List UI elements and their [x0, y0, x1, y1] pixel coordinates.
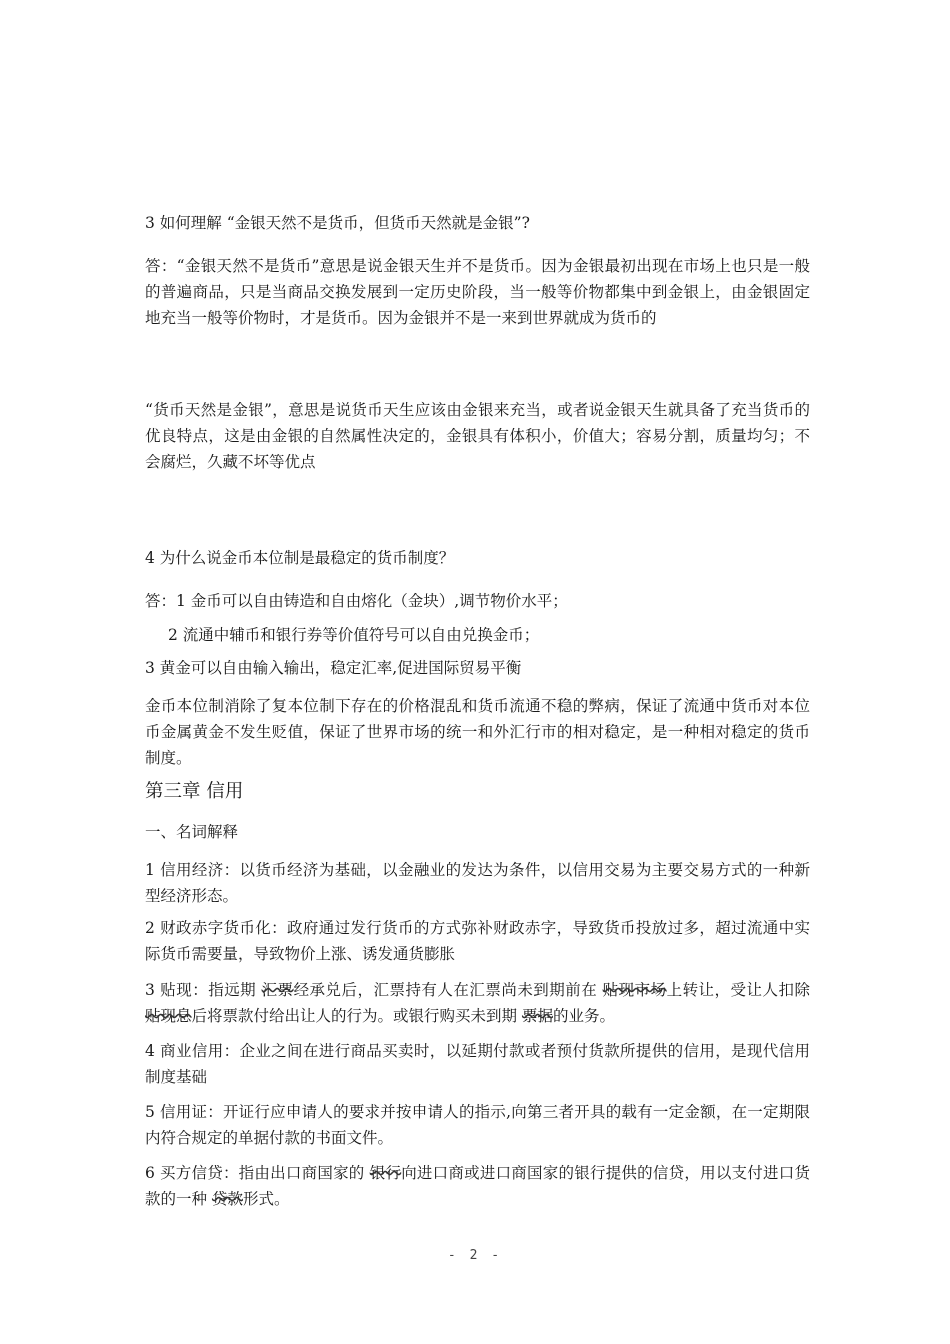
term-buyer-credit-link-bank: 银行 [369, 1164, 402, 1182]
term-discount-link-bill: 票据 [521, 1007, 553, 1025]
term-buyer-credit-link-loan: 贷款 [211, 1190, 243, 1208]
term-buyer-credit-text-e: 形式。 [242, 1190, 290, 1208]
term-discount-text-g: 后将票款付给出让人的行为。或银行购买未到期 [191, 1007, 518, 1025]
chapter-3-title: 第三章 信用 [145, 781, 244, 802]
question-3-answer-part1: 答：“金银天然不是货币”意思是说金银天生并不是货币。因为金银最初出现在市场上也只是一般的普遍商品，只是当商品交换发展到一定历史阶段，当一般等价物都集中到金银上，由金银固定地充当一般等价物时，才是货币。因为金银并不是一来到世界就成为货币的 [145, 257, 810, 327]
question-3-title: 3 如何理解 “金银天然不是货币，但货币天然就是金银”? [145, 214, 530, 232]
term-discount-link-market: 贴现市场 [602, 981, 667, 999]
term-discount-link-interest: 贴现息 [145, 1007, 192, 1025]
term-discount-text-i: 的业务。 [552, 1007, 615, 1025]
term-discount-text-e: 上转让，受让人扣除 [666, 981, 810, 999]
question-4-title: 4 为什么说金币本位制是最稳定的货币制度？ [145, 549, 455, 567]
term-discount-text-c: 经承兑后，汇票持有人在汇票尚未到期前在 [293, 981, 598, 999]
term-letter-of-credit: 5 信用证：开证行应申请人的要求并按申请人的指示,向第三者开具的载有一定金额，在一定期限内符合规定的单据付款的书面文件。 [145, 1103, 810, 1147]
question-4-point-1: 答：1 金币可以自由铸造和自由熔化（金块）,调节物价水平； [145, 592, 568, 610]
term-buyer-credit-text-a: 6 买方信贷：指由出口商国家的 [145, 1164, 365, 1182]
term-buyer-credit-text-c: 向进口商或进口商国家的银行提供的信贷，用以支付进口货款的一种 [145, 1164, 810, 1208]
section-terms-heading: 一、名词解释 [145, 823, 239, 841]
question-4-summary: 金币本位制消除了复本位制下存在的价格混乱和货币流通不稳的弊病，保证了流通中货币对本位币金属黄金不发生贬值，保证了世界市场的统一和外汇行市的相对稳定，是一种相对稳定的货币制度。 [145, 697, 810, 767]
question-4-point-3: 3 黄金可以自由输入输出，稳定汇率,促进国际贸易平衡 [145, 659, 522, 677]
page-number: - 2 - [447, 1248, 503, 1263]
term-commercial-credit: 4 商业信用：企业之间在进行商品买卖时，以延期付款或者预付货款所提供的信用，是现代信用制度基础 [145, 1042, 810, 1086]
term-discount-text-a: 3 贴现：指远期 [145, 981, 257, 999]
term-deficit-monetization: 2 财政赤字货币化：政府通过发行货币的方式弥补财政赤字，导致货币投放过多，超过流通中实际货币需要量，导致物价上涨、诱发通货膨胀 [145, 919, 810, 963]
question-3-answer-part2: “货币天然是金银”，意思是说货币天生应该由金银来充当，或者说金银天生就具备了充当货币的优良特点，这是由金银的自然属性决定的，金银具有体积小，价值大；容易分割，质量均匀；不会腐烂，久藏不坏等优点 [145, 401, 810, 471]
term-credit-economy: 1 信用经济：以货币经济为基础，以金融业的发达为条件，以信用交易为主要交易方式的一种新型经济形态。 [145, 861, 810, 905]
question-4-point-2: 2 流通中辅币和银行券等价值符号可以自由兑换金币； [168, 626, 540, 644]
term-buyer-credit [145, 1160, 810, 1212]
term-discount [145, 977, 810, 1029]
term-discount-link-draft: 汇票 [261, 981, 294, 999]
